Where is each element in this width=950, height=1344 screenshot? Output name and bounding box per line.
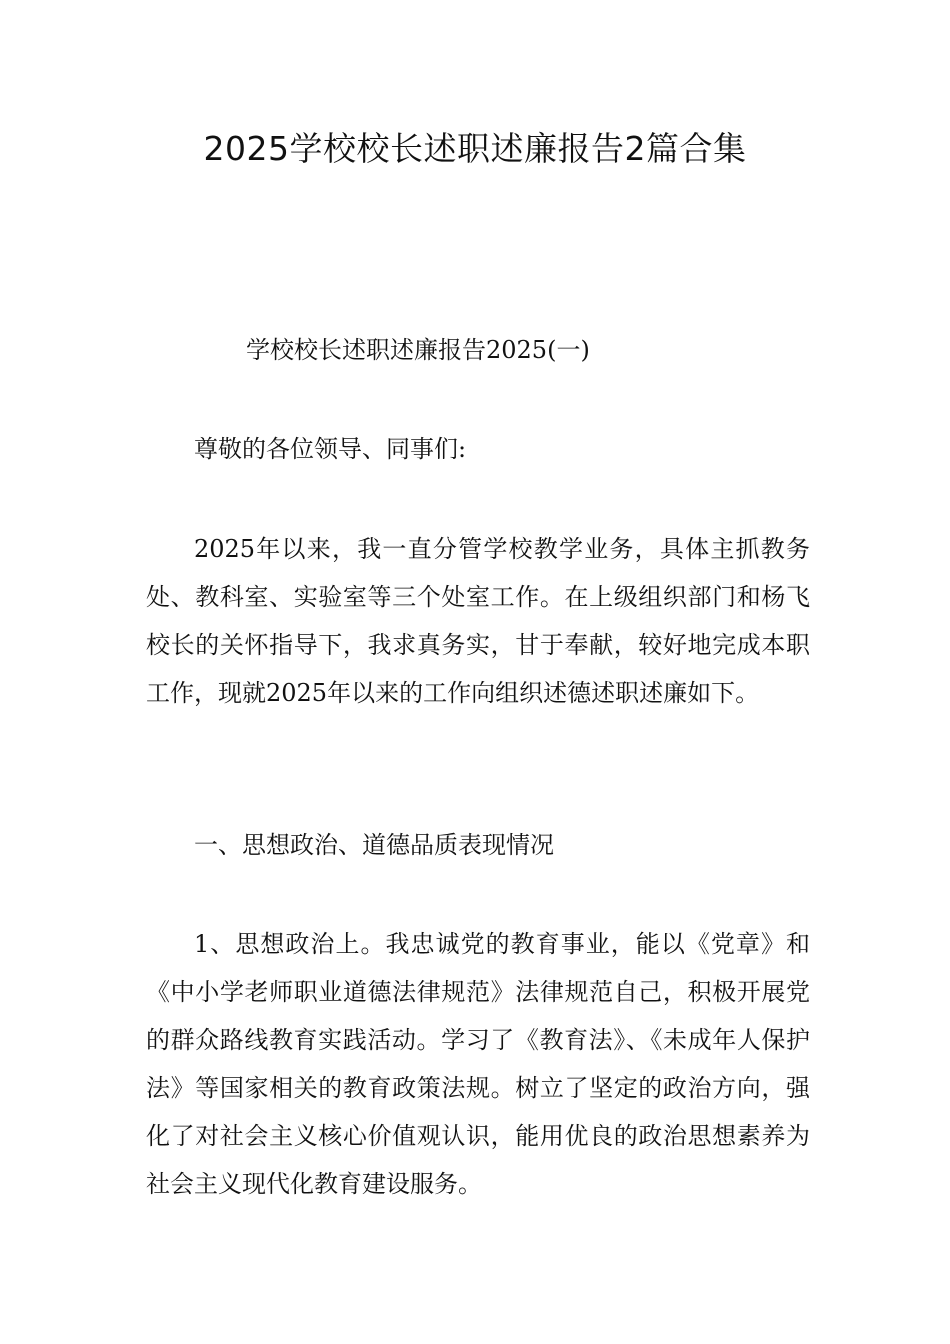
paragraph-political: 1、思想政治上。我忠诚党的教育事业，能以《党章》和《中小学老师职业道德法律规范》法律规范自己，积极开展党的群众路线教育实践活动。学习了《教育法》、《未成年人保护法》等国家相关的教育政策法规。树立了坚定的政治方向，强化了对社会主义核心价值观认识，能用优良的政治思想素养为社会主义现代化教育建设服务。 xyxy=(146,930,810,1198)
document-title: 2025学校校长述职述廉报告2篇合集 xyxy=(203,129,747,168)
report-subtitle: 学校校长述职述廉报告2025(一) xyxy=(246,336,590,364)
section-heading: 一、思想政治、道德品质表现情况 xyxy=(194,831,554,859)
paragraph-intro: 2025年以来，我一直分管学校教学业务，具体主抓教务处、教科室、实验室等三个处室工作。在上级组织部门和杨飞校长的关怀指导下，我求真务实，甘于奉献，较好地完成本职工作，现就2025年以来的工作向组织述德述职述廉如下。 xyxy=(146,535,810,707)
salutation: 尊敬的各位领导、同事们: xyxy=(194,435,467,463)
